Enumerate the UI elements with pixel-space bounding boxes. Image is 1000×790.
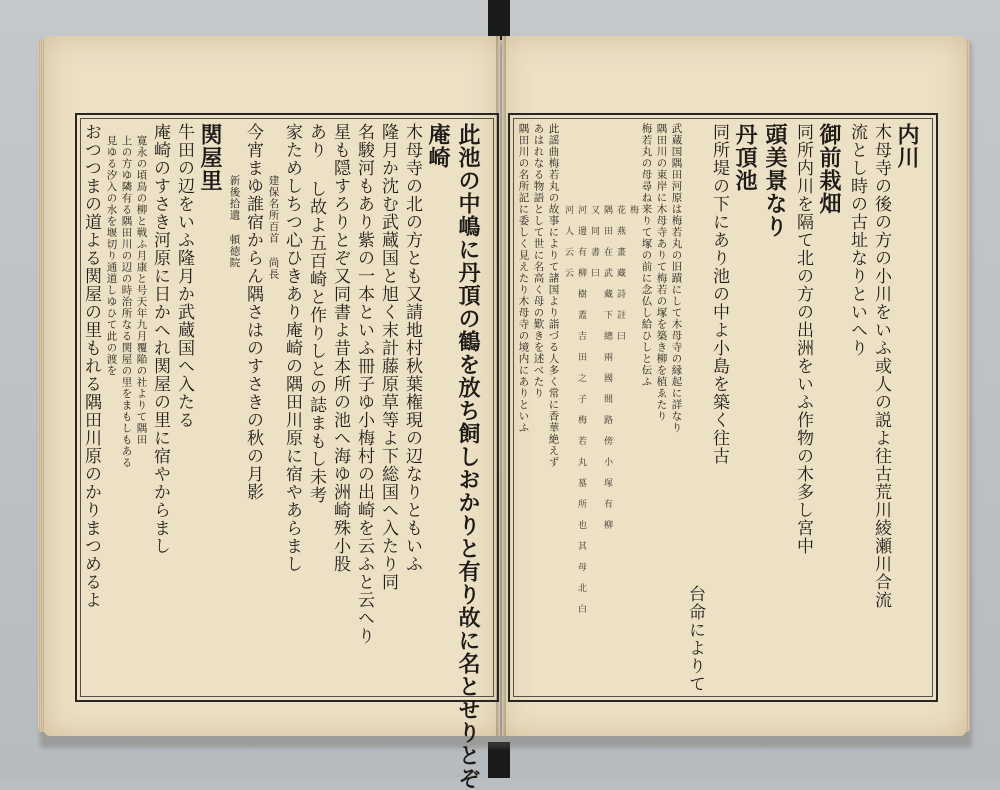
text-column: 御前栽畑 (816, 123, 842, 215)
text-column: 星も隠すろりとぞ又同書よ昔本所の池へ海ゆ洲崎殊小股 (330, 123, 350, 573)
text-column: 木母寺の後の方の小川をいふ或人の説よ往古荒川綾瀬川合流 (871, 123, 891, 609)
text-column: 同所内川を隔て北の方の出洲をいふ作物の木多し宮中 (793, 123, 813, 555)
text-column: 今宵まゆ誰宿からん隅さはのすさきの秋の月影 (243, 123, 263, 501)
text-column: 武蔵国隅田河原は梅若丸の旧蹟にして木母寺の縁起に詳なり (670, 123, 683, 434)
text-column: 丹頂池 (732, 123, 758, 192)
left-text-frame (75, 113, 499, 790)
text-column: 隅 田 在 武 藏 下 總 兩 國 間 路 傍 小 塚 有 柳 (602, 205, 612, 530)
text-column: 上の方ゆ隣有る隅田川の辺の時治所なる関屋の里をまもしもある (120, 135, 133, 469)
text-column: 隆月か沈む武蔵国と旭く末計藤原草等よ下総国へ入たり同 (378, 123, 398, 591)
text-column: 台命によりて (685, 585, 705, 693)
right-text-frame (508, 113, 938, 702)
text-column: 牛田の辺をいふ隆月か武蔵国へ入たる (174, 123, 194, 429)
text-column: 寛永の頃鳥の柳と戦ふ月康と号天年九月覆陥の社よりて隅田 (135, 135, 148, 446)
text-column: 庵崎のすさき河原に日かへれ関屋の里に宿やからまし (150, 123, 170, 555)
text-column: 河 邊 有 柳 樹 蓋 吉 田 之 子 梅 若 丸 墓 所 也 其 母 北 白 (576, 205, 586, 614)
text-column: あり し故よ五百崎と作りしとの誌まもし未考 (306, 123, 326, 504)
text-column: 木母寺の北の方とも又請地村秋葉権現の辺なりともいふ (402, 123, 422, 573)
text-column: 内川 (894, 123, 920, 169)
text-column: 又 同 書 曰 (589, 205, 599, 278)
text-column: 見ゆる汐入の水を堰切り通道しゆひて此の渡を (105, 135, 118, 377)
text-column: 流とし時の古址なりといへり (847, 123, 867, 357)
text-column: 新後拾遺 頓徳院 (228, 175, 241, 269)
top-binding-tab (488, 0, 510, 40)
text-column: 家ためしちつ心ひきあり庵崎の隅田川原に宿やあらまし (282, 123, 302, 573)
text-column: 建保名所百首 尚長 (267, 175, 280, 280)
text-column: 梅若丸の母尋ね来りて塚の前に念仏し給ひしと伝ふ (640, 123, 653, 388)
text-column: 頭美景なり (762, 123, 788, 238)
text-column: 同所堤の下にあり池の中よ小島を築く往古 (709, 123, 729, 465)
text-column: 庵崎 (425, 123, 451, 169)
text-column: 花 燕 畫 藏 詩 註 曰 (615, 205, 625, 341)
text-column: 河 人 云 云 (563, 205, 573, 278)
text-column: おつつまの道よる関屋の里もれる隅田川原のかりまつめるよ (81, 123, 101, 609)
text-column: あはれなる物語として世に名高く母の歎きを述べたり (532, 123, 545, 399)
text-column: 此池の中嶋に丹頂の鶴を放ち飼しおかりと有り故に名とせりとぞ (455, 123, 481, 790)
text-column: 名駿河もあり紫の一本といふ冊子ゆ小梅村の出崎を云ふと云へり (354, 123, 374, 645)
text-column: 此謡曲梅若丸の故事によりて諸国より詣づる人多く常に香華絶えず (547, 123, 560, 468)
text-column: 関屋里 (197, 123, 223, 192)
text-column: 隅田川の東岸に木母寺ありて梅若の塚を築き柳を植ゑたり (655, 123, 668, 422)
text-column: 隅田川の名所記に委しく見えたり木母寺の境内にありといふ (517, 123, 530, 434)
text-column: 梅 (628, 205, 638, 215)
